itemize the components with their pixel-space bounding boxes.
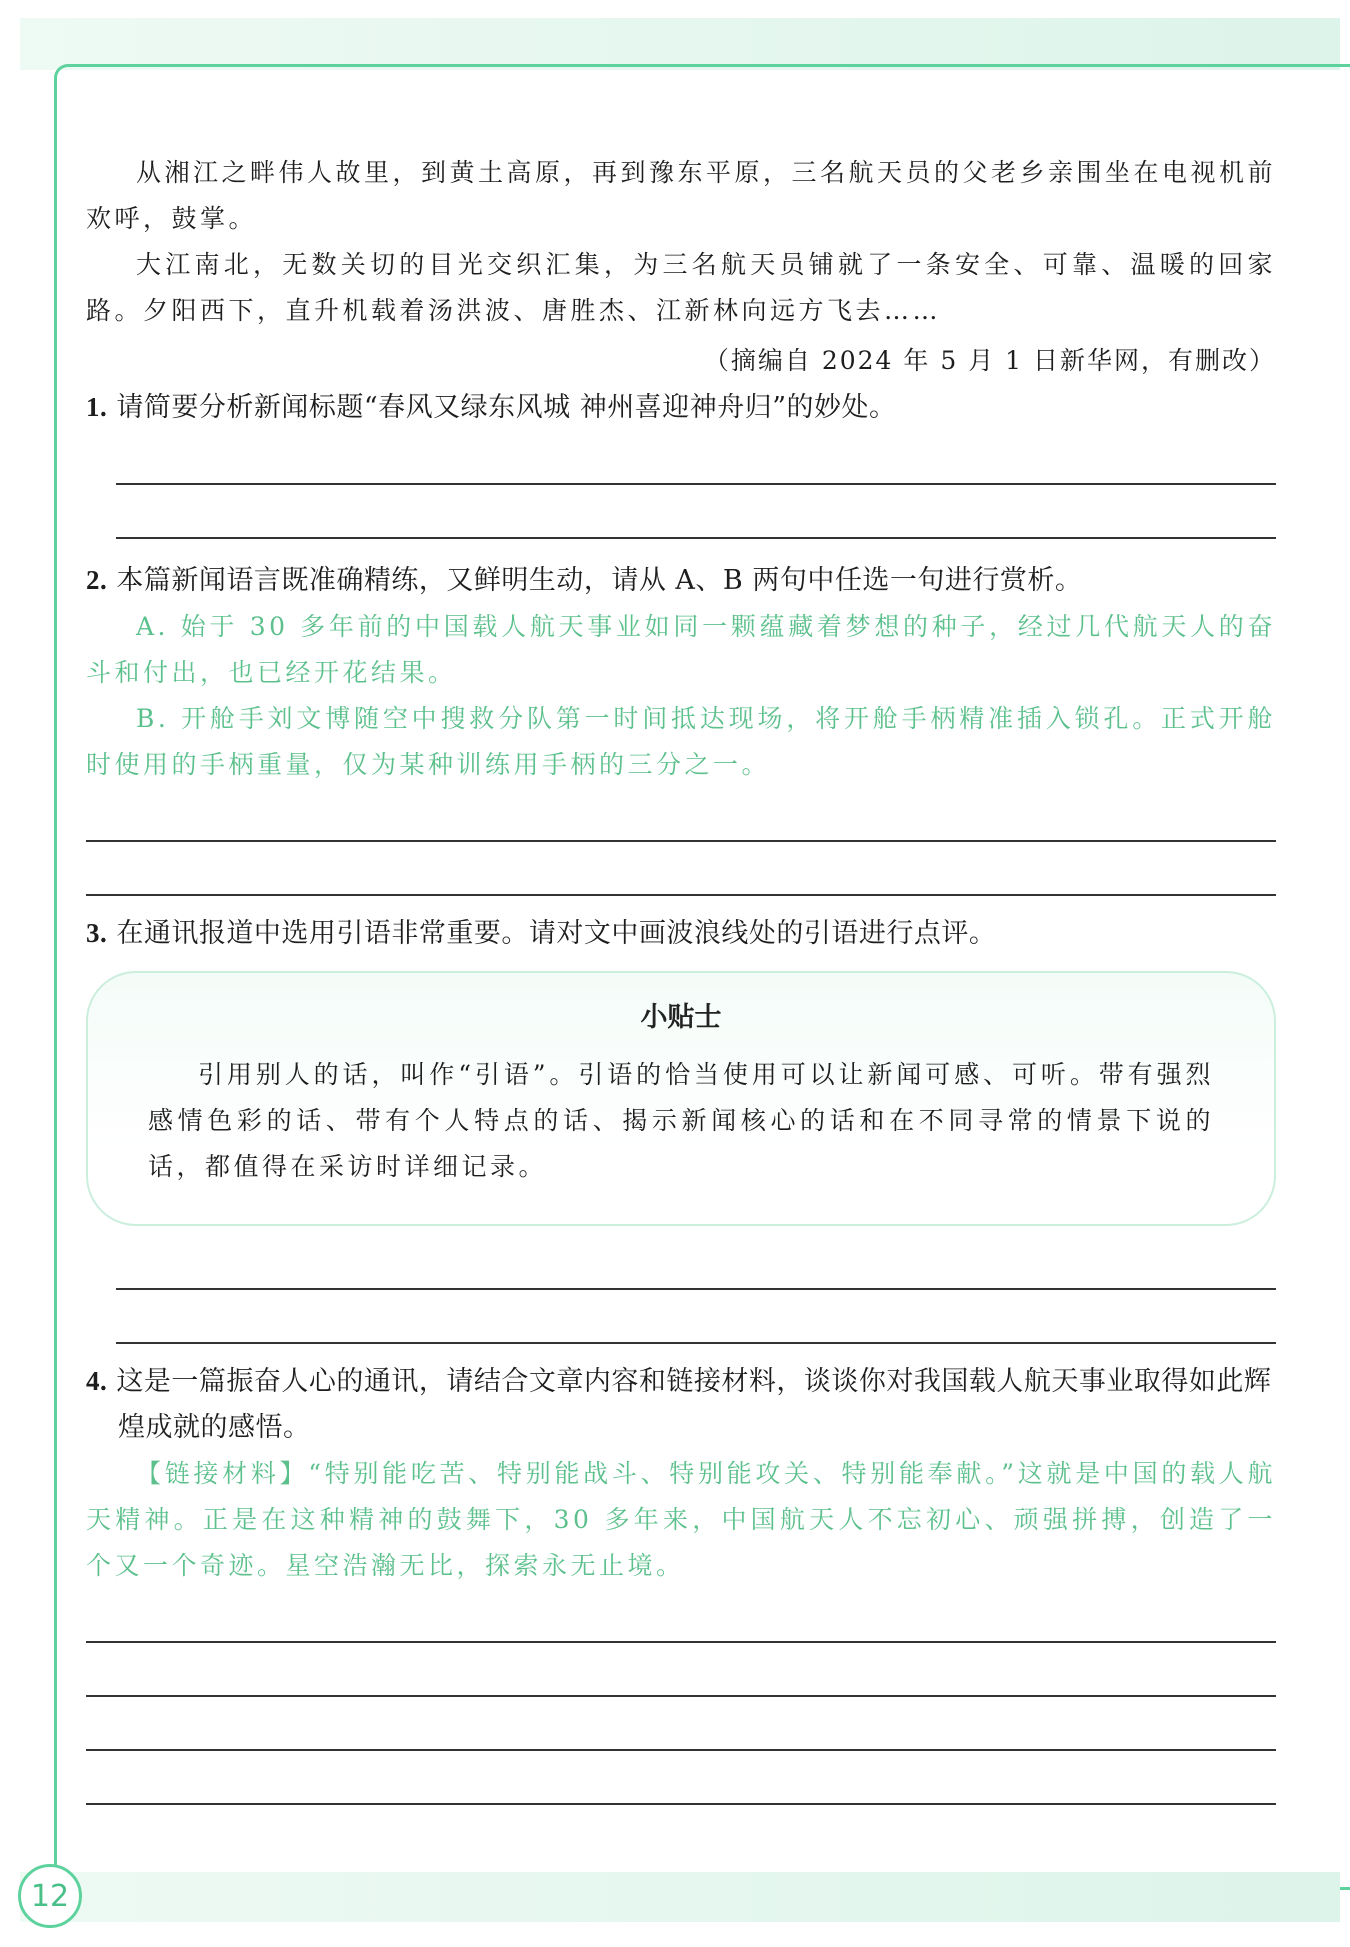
question-number: 1. [86,392,108,422]
tip-text: 引用别人的话，叫作“引语”。引语的恰当使用可以让新闻可感、可听。带有强烈感情色彩的话、带有个人特点的话、揭示新闻核心的话和在不同寻常的情景下说的话，都值得在采访时详细记录。 [148,1060,1214,1181]
option-b: B. 开舱手刘文博随空中搜救分队第一时间抵达现场，将开舱手柄精准插入锁孔。正式开舱时使用的手柄重量，仅为某种训练用手柄的三分之一。 [86,704,1276,779]
answer-line[interactable] [116,485,1276,539]
answer-line[interactable] [86,1751,1276,1805]
tip-box [86,971,1276,1226]
page-number: 12 [18,1864,82,1928]
question-3 [86,910,1276,957]
question-text: 请简要分析新闻标题“春风又绿东风城 神州喜迎神舟归”的妙处。 [116,392,897,423]
question-text: 这是一篇振奋人心的通讯，请结合文章内容和链接材料，谈谈你对我国载人航天事业取得如此辉煌成就的感悟。 [116,1366,1272,1443]
article-source: （摘编自 2024 年 5 月 1 日新华网，有删改） [703,346,1276,375]
answer-line[interactable] [116,431,1276,485]
answer-line[interactable] [116,1290,1276,1344]
answer-line[interactable] [86,788,1276,842]
page-content [86,150,1276,1805]
answer-area-1[interactable] [86,431,1276,539]
question-text: 本篇新闻语言既准确精练，又鲜明生动，请从 A、B 两句中任选一句进行赏析。 [116,565,1083,596]
bottom-decor-band [20,1872,1340,1922]
top-decor-band [20,18,1340,70]
article-paragraph: 从湘江之畔伟人故里，到黄土高原，再到豫东平原，三名航天员的父老乡亲围坐在电视机前欢呼，鼓掌。 [86,158,1277,233]
question-4 [86,1358,1276,1451]
article-paragraph: 大江南北，无数关切的目光交织汇集，为三名航天员铺就了一条安全、可靠、温暖的回家路。夕阳西下，直升机载着汤洪波、唐胜杰、江新林向远方飞去…… [86,250,1276,325]
answer-line[interactable] [86,1697,1276,1751]
answer-line[interactable] [86,1643,1276,1697]
question-text: 在通讯报道中选用引语非常重要。请对文中画波浪线处的引语进行点评。 [116,918,997,949]
answer-area-2[interactable] [86,788,1276,896]
link-material: 【链接材料】“特别能吃苦、特别能战斗、特别能攻关、特别能奉献。”这就是中国的载人航天精神。正是在这种精神的鼓舞下，30 多年来，中国航天人不忘初心、顽强拼搏，创造了一个又一个奇迹。星空浩瀚无比，探索永无止境。 [86,1459,1276,1580]
answer-line[interactable] [116,1236,1276,1290]
answer-area-3[interactable] [86,1236,1276,1344]
question-1 [86,384,1276,431]
answer-line[interactable] [86,1589,1276,1643]
answer-area-4[interactable] [86,1589,1276,1805]
option-a: A. 始于 30 多年前的中国载人航天事业如同一颗蕴藏着梦想的种子，经过几代航天人的奋斗和付出，也已经开花结果。 [86,612,1276,687]
question-2 [86,557,1276,604]
answer-line[interactable] [86,842,1276,896]
question-number: 4. [86,1366,108,1396]
question-number: 3. [86,918,108,948]
question-number: 2. [86,565,108,595]
tip-title: 小贴士 [640,1002,722,1033]
